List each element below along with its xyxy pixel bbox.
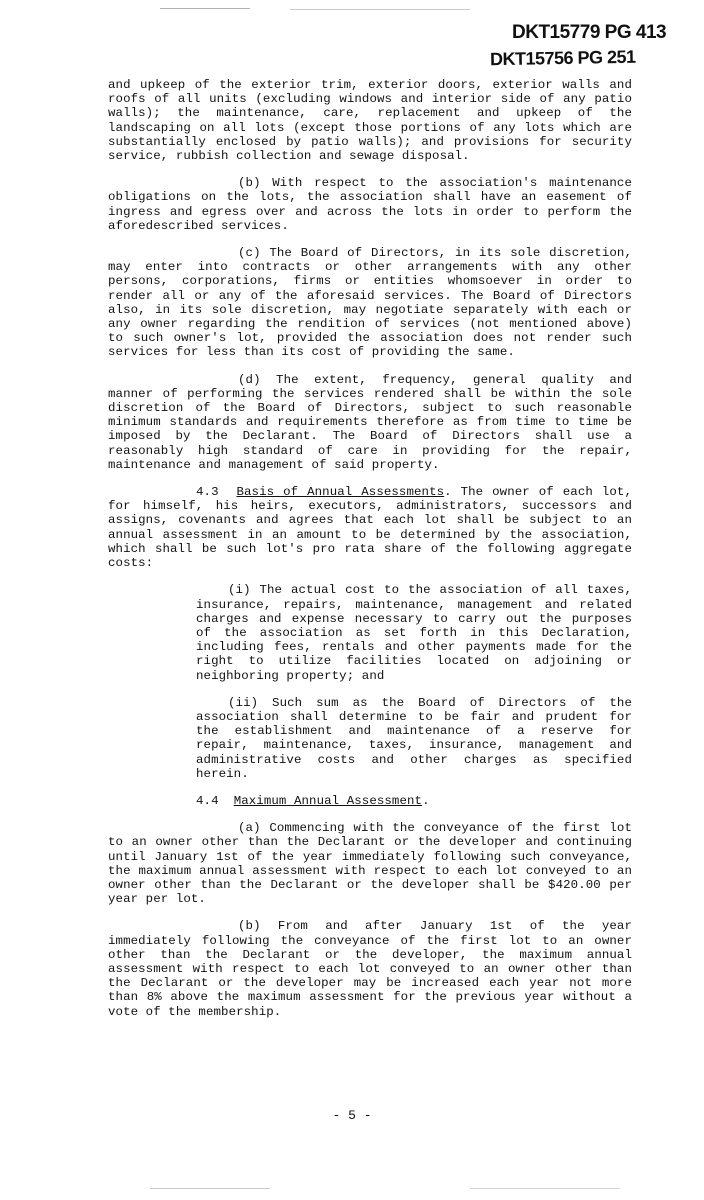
section-number: 4.4	[196, 793, 219, 808]
item-i-text: (i) The actual cost to the association of all taxes, insurance, repairs, maintenance, management and related charges and expense necessary to carry out the purposes of the association as set forth in this Declaration, including fees, rentals and other payments made for the right to utilize facilities located on adjoining or neighboring property; and	[196, 583, 632, 683]
paragraph-c: (c) The Board of Directors, in its sole discretion, may enter into contracts or other arrangements with any other persons, corporations, firms or entities whomsoever in order to render all or any of the aforesaid services. The Board of Directors also, in its sole discretion, may negotiate separately with each or any owner regarding the rendition of services (not mentioned above) to such owner's lot, provided the association does not render such services for less than its cost of providing the same.	[108, 246, 632, 360]
scan-artifact-bottom	[470, 1188, 620, 1189]
section-title: Maximum Annual Assessment	[233, 793, 423, 808]
section-4-4-heading	[196, 794, 632, 808]
section-4-3	[108, 485, 632, 570]
document-body	[108, 78, 632, 1032]
page-number: - 5 -	[332, 1108, 372, 1123]
docket-stamp-secondary: DKT15756 PG 251	[489, 46, 636, 70]
paragraph-b: (b) With respect to the association's maintenance obligations on the lots, the association shall have an easement of ingress and egress over and across the lots in order to perform the aforedescribed services.	[108, 176, 632, 233]
scan-artifact-top	[160, 8, 250, 9]
section-title-tail: .	[422, 793, 430, 808]
paragraph-b-4-4: (b) From and after January 1st of the year immediately following the conveyance of the first lot to an owner other than the Declarant or the developer, the maximum annual assessment with respect to each lot conveyed to an owner other than the Declarant or the developer may be increased each year not more than 8% above the maximum assessment for the previous year without a vote of the membership.	[108, 919, 632, 1019]
section-text: . The owner of each lot, for himself, his heirs, executors, administrators, successors and assigns, covenants and agrees that each lot shall be subject to an annual assessment in an amount to be determined by the association, which shall be such lot's pro rata share of the following aggregate costs:	[108, 485, 632, 571]
section-title: Basis of Annual Assessments	[236, 485, 445, 500]
paragraph-continuation: and upkeep of the exterior trim, exterior doors, exterior walls and roofs of all units (excluding windows and interior side of any patio walls); the maintenance, care, replacement and upkeep of the landscaping on all lots (except those portions of any lots which are substantially enclosed by patio walls); and provisions for security service, rubbish collection and sewage disposal.	[108, 78, 632, 164]
scan-artifact-bottom	[150, 1188, 270, 1189]
paragraph-d: (d) The extent, frequency, general quality and manner of performing the services rendered shall be within the sole discretion of the Board of Directors, subject to such reasonable minimum standards and requirements therefore as from time to time be imposed by the Declarant. The Board of Directors shall use a reasonably high standard of care in providing for the repair, maintenance and management of said property.	[108, 372, 632, 472]
section-number: 4.3	[196, 485, 219, 500]
item-ii	[196, 696, 632, 781]
docket-stamp-primary: DKT15779 PG 413	[512, 22, 667, 43]
paragraph-a-4-4: (a) Commencing with the conveyance of the first lot to an owner other than the Declarant or the developer and continuing until January 1st of the year immediately following such conveyance, the maximum annual assessment with respect to each lot conveyed to an owner other than the Declarant or the developer shall be $420.00 per year per lot.	[108, 821, 632, 907]
scan-artifact-top	[290, 9, 470, 10]
item-i	[196, 583, 632, 682]
item-ii-text: (ii) Such sum as the Board of Directors of the association shall determine to be fair and prudent for the establishment and maintenance of a reserve for repair, maintenance, taxes, insurance, management and administrative costs and other charges as specified herein.	[196, 695, 632, 781]
